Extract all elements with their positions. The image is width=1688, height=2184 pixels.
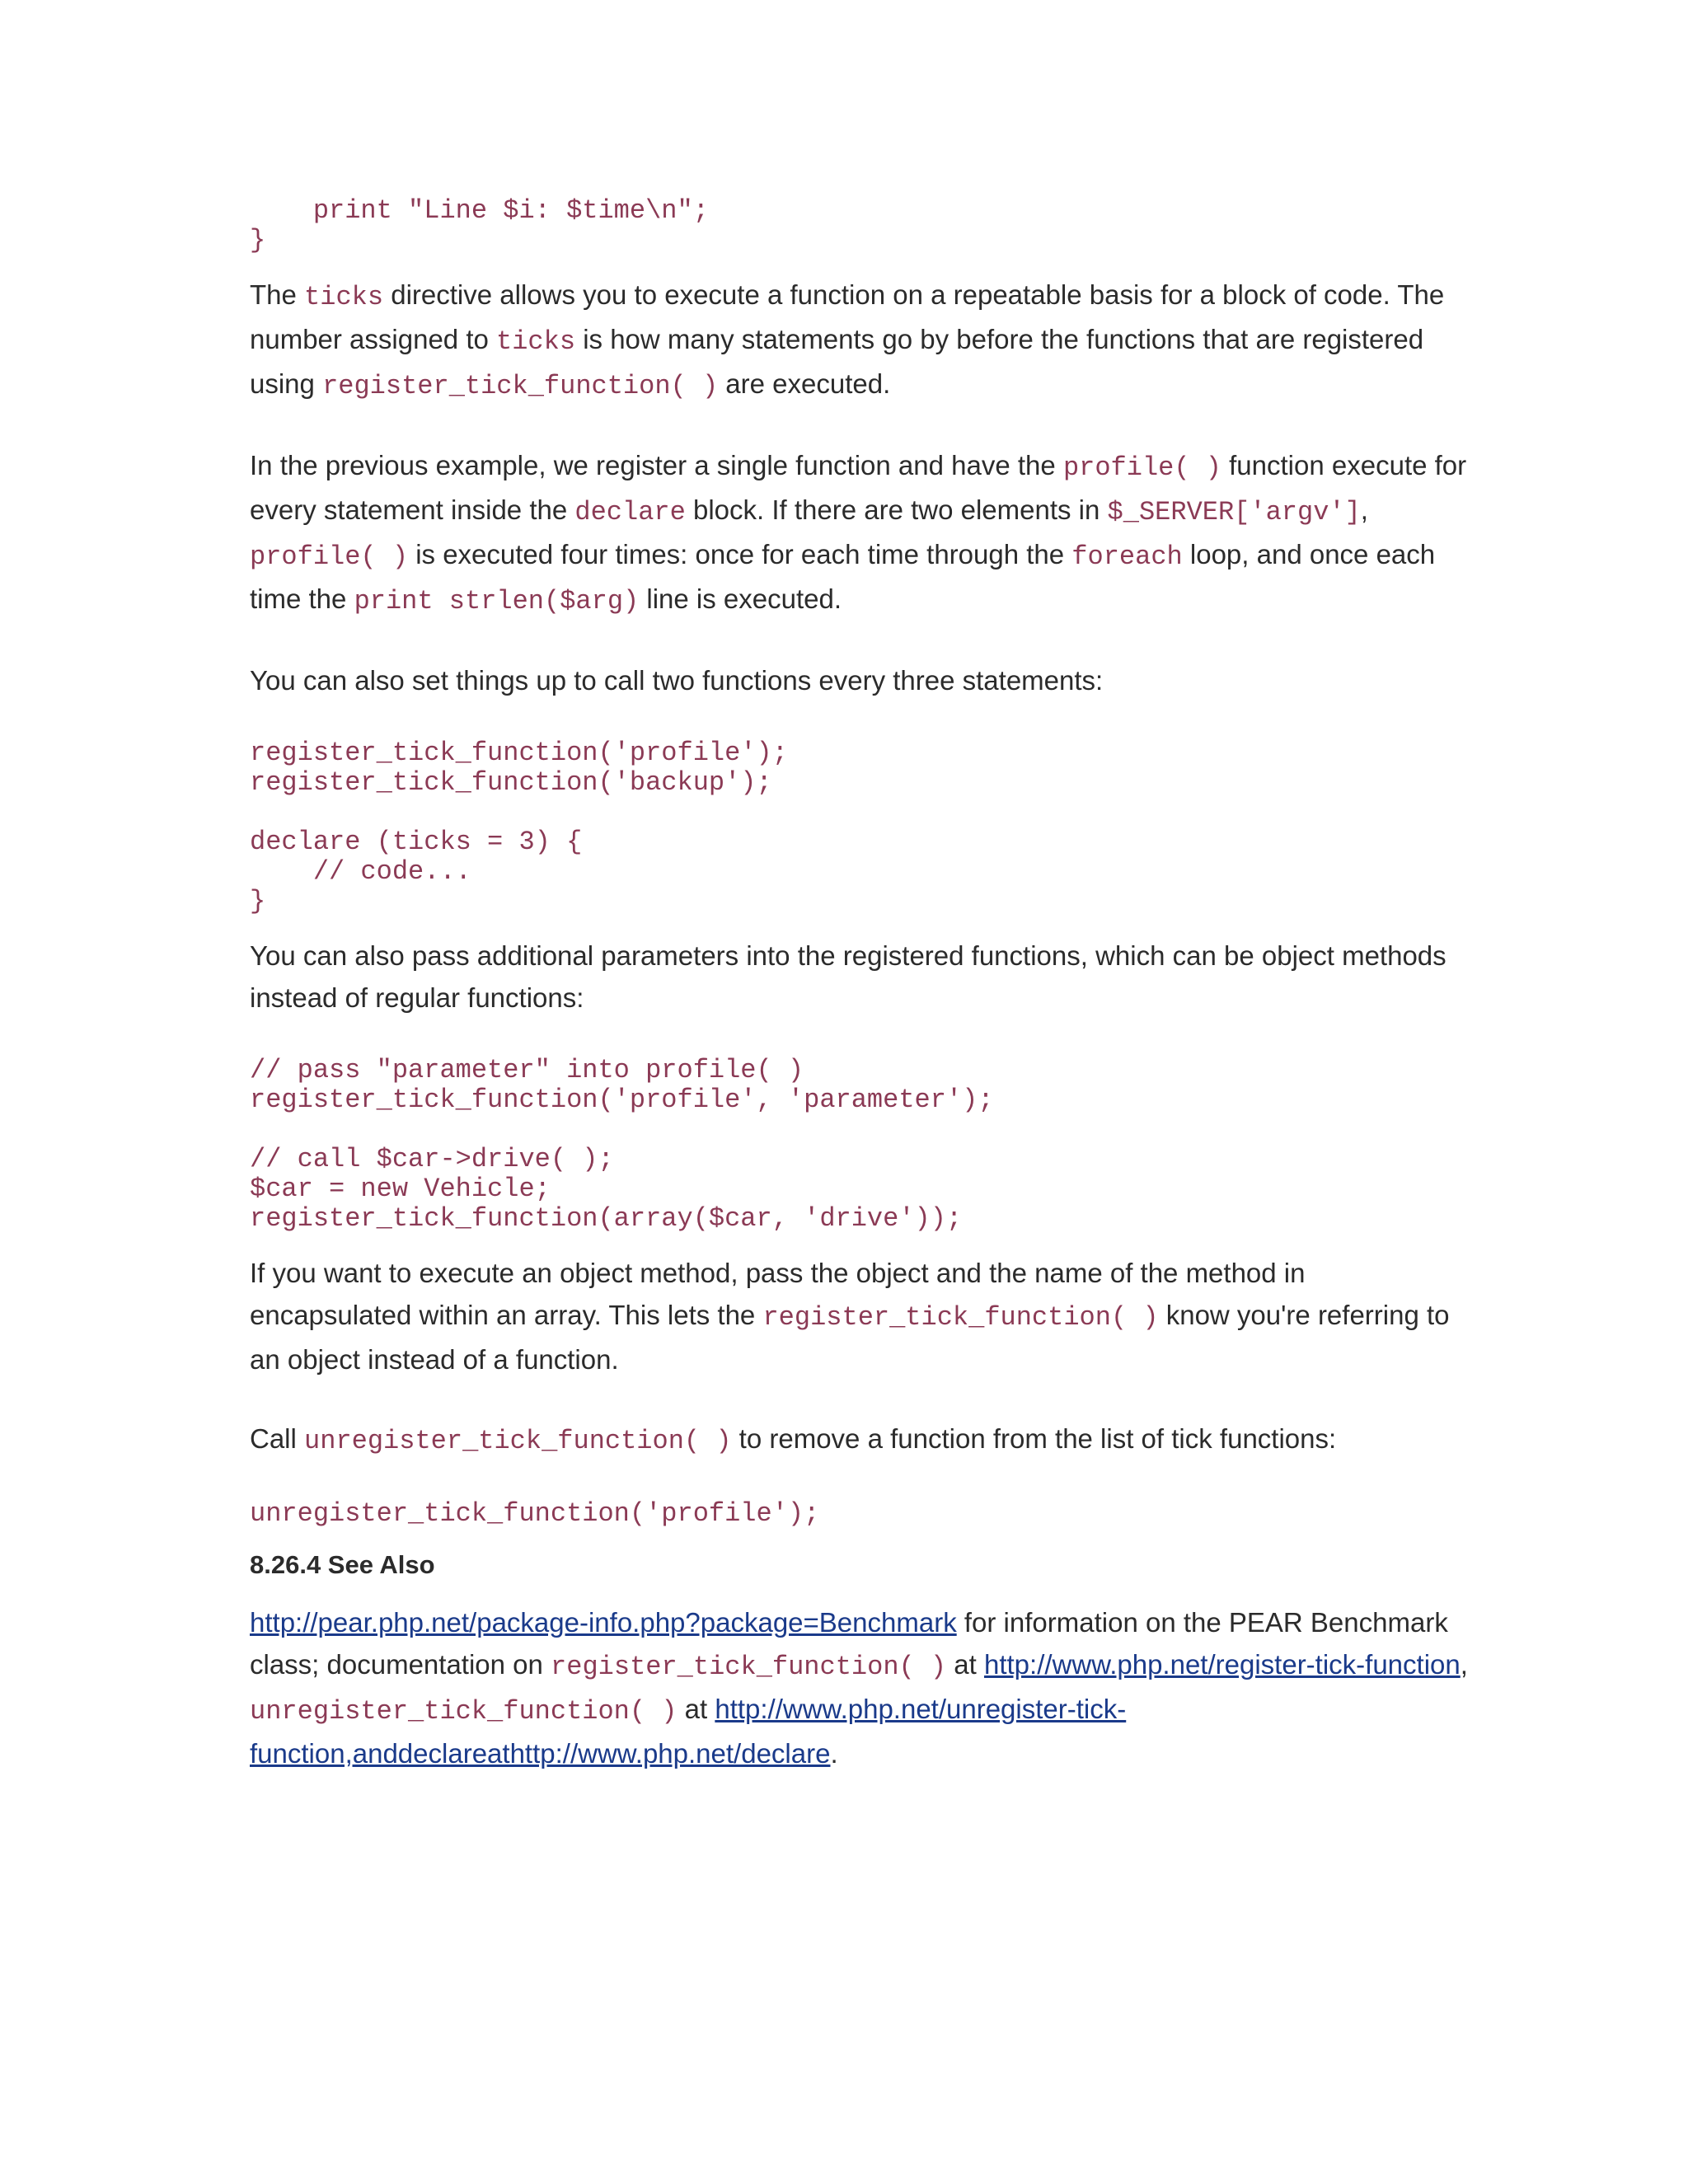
- code-line: declare (ticks = 3) {: [250, 827, 583, 857]
- code-block-top: [250, 196, 1470, 255]
- code-line: register_tick_function('profile');: [250, 738, 788, 768]
- code-block-register-two: [250, 738, 1470, 916]
- code-line: $car = new Vehicle;: [250, 1174, 551, 1204]
- text-run: to remove a function from the list of tick functions:: [731, 1423, 1337, 1454]
- paragraph-two-functions: You can also set things up to call two functions every three statements:: [250, 665, 1104, 696]
- text-run: line is executed.: [639, 583, 842, 614]
- code-block-parameters: [250, 1056, 1470, 1234]
- link-unregister-and-declare[interactable]: http://www.php.net/unregister-tick-function,anddeclareathttp://www.php.net/declare: [250, 1694, 1127, 1769]
- inline-code: ticks: [496, 326, 576, 357]
- text-run: block. If there are two elements in: [685, 494, 1108, 525]
- text-run: ,: [1460, 1649, 1468, 1680]
- text-run: is executed four times: once for each time through the: [408, 539, 1072, 569]
- code-line: register_tick_function(array($car, 'drive'));: [250, 1203, 963, 1234]
- paragraph-object-method: [250, 1252, 1470, 1380]
- inline-code: unregister_tick_function( ): [250, 1696, 678, 1727]
- code-line: register_tick_function('backup');: [250, 767, 772, 798]
- code-line: }: [250, 225, 266, 255]
- code-line: // pass "parameter" into profile( ): [250, 1055, 804, 1085]
- inline-code: ticks: [304, 282, 384, 312]
- text-run: is how many statements go by before the functions that are registered using: [250, 324, 1424, 399]
- code-line: print "Line $i: $time\n";: [250, 195, 709, 226]
- paragraph-previous-example: [250, 444, 1470, 622]
- code-block-unregister: [250, 1499, 1470, 1529]
- inline-code: $_SERVER['argv']: [1107, 497, 1361, 527]
- text-run: know you're referring to an object instead of a function.: [250, 1300, 1450, 1375]
- code-line: }: [250, 886, 266, 916]
- inline-code: profile( ): [250, 541, 409, 572]
- text-run: at: [677, 1694, 715, 1724]
- inline-code: profile( ): [1062, 452, 1221, 483]
- inline-code: unregister_tick_function( ): [304, 1426, 732, 1456]
- text-run: loop, and once each time the: [250, 539, 1436, 614]
- paragraph-unregister: [250, 1418, 1470, 1462]
- inline-code: declare: [574, 497, 686, 527]
- code-line: unregister_tick_function('profile');: [250, 1498, 820, 1529]
- text-run: .: [830, 1738, 838, 1769]
- text-run: function execute for every statement inside the: [250, 450, 1467, 525]
- link-pear-benchmark[interactable]: http://pear.php.net/package-info.php?package=Benchmark: [250, 1607, 957, 1638]
- inline-code: foreach: [1071, 541, 1183, 572]
- section-heading-see-also: 8.26.4 See Also: [250, 1550, 435, 1579]
- text-run: for information on the PEAR Benchmark class; documentation on: [250, 1607, 1448, 1680]
- text-run: Call: [250, 1423, 305, 1454]
- text-run: In the previous example, we register a single function and have the: [250, 450, 1063, 480]
- text-run: directive allows you to execute a function on a repeatable basis for a block of code. The number assigned to: [250, 279, 1445, 354]
- paragraph-see-also: [250, 1601, 1470, 1774]
- link-register-tick-function[interactable]: http://www.php.net/register-tick-function: [983, 1649, 1461, 1680]
- text-run: The: [250, 279, 305, 310]
- paragraph-additional-parameters: You can also pass additional parameters into the registered functions, which can be object methods instead of regular functions:: [250, 940, 1447, 1013]
- code-line: // call $car->drive( );: [250, 1144, 614, 1174]
- code-line: register_tick_function('profile', 'parameter');: [250, 1085, 994, 1115]
- document-page: [250, 196, 1470, 1774]
- paragraph-ticks-directive: [250, 274, 1470, 407]
- inline-code: register_tick_function( ): [322, 371, 719, 401]
- text-run: at: [946, 1649, 984, 1680]
- text-run: ,: [1360, 494, 1368, 525]
- text-run: are executed.: [718, 368, 891, 399]
- inline-code: register_tick_function( ): [762, 1302, 1159, 1333]
- text-run: If you want to execute an object method, pass the object and the name of the method in encapsulated within an array. This lets the: [250, 1258, 1306, 1330]
- inline-code: register_tick_function( ): [551, 1652, 947, 1682]
- inline-code: print strlen($arg): [354, 586, 640, 616]
- code-line: // code...: [250, 856, 471, 887]
